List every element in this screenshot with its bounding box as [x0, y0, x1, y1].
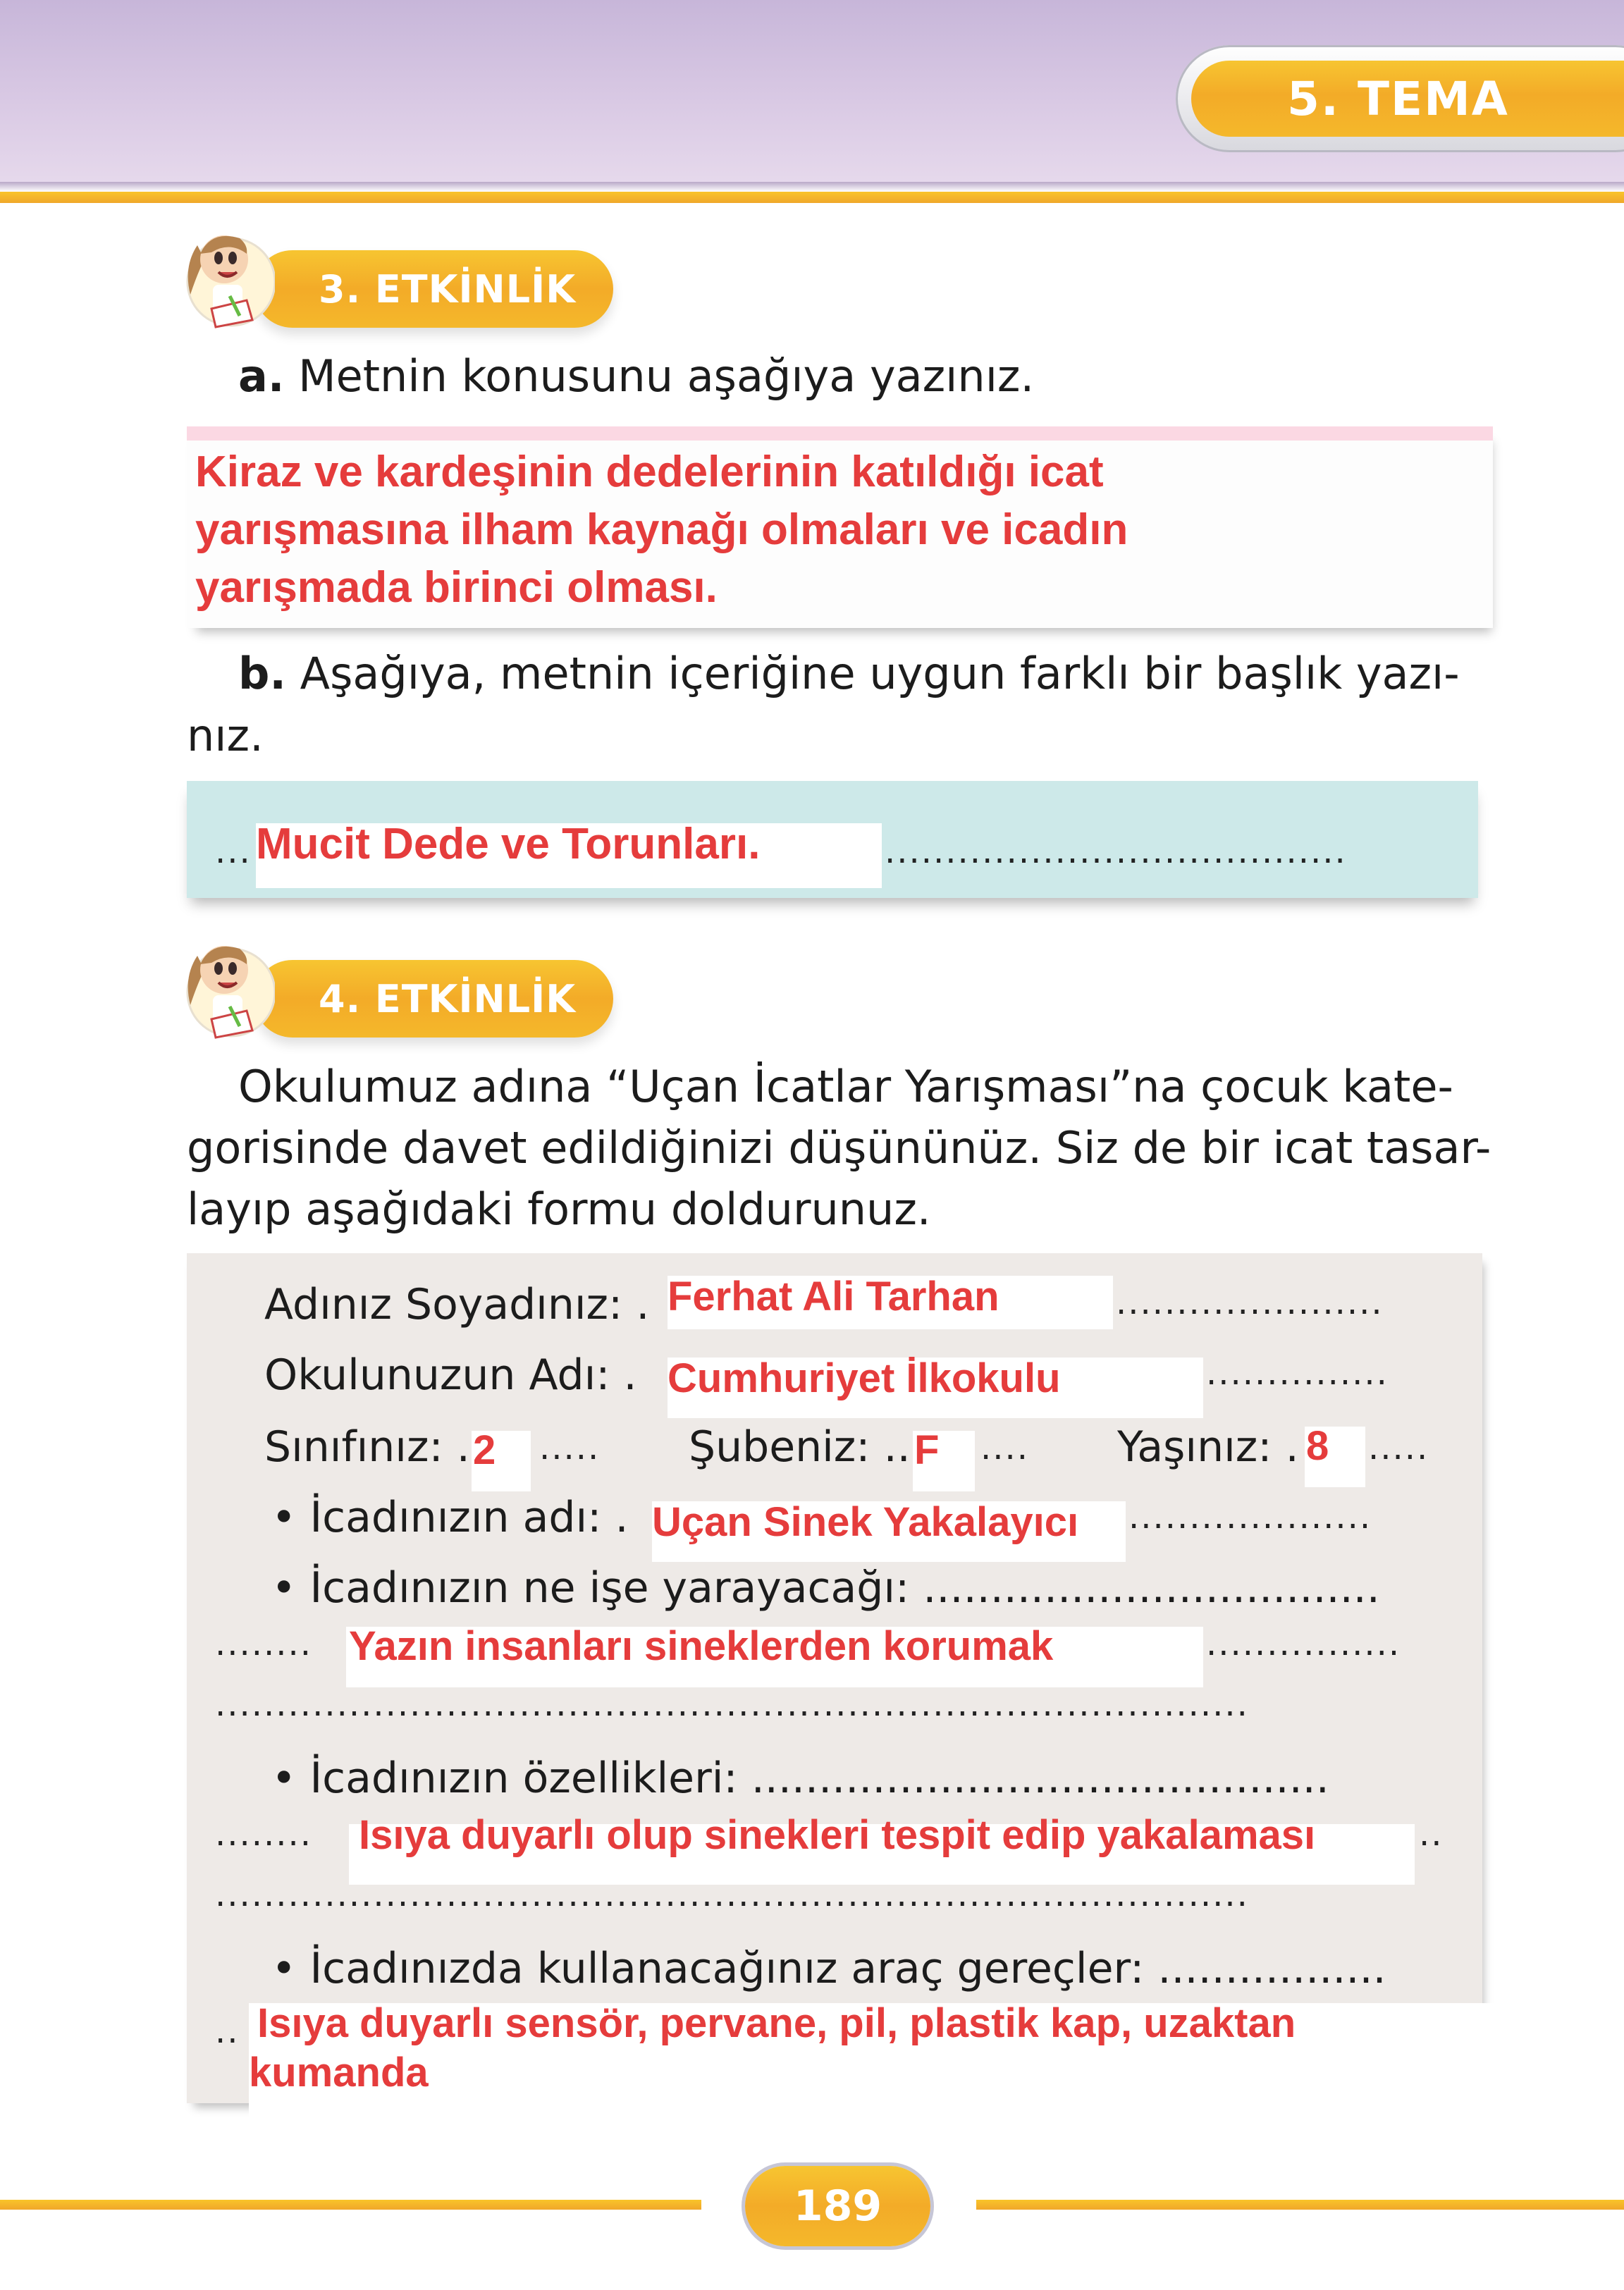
part-a-prompt-text: Metnin konusunu aşağıya yazınız. [298, 350, 1035, 402]
school-field[interactable] [668, 1355, 1203, 1418]
part-b-answer-field[interactable] [256, 820, 882, 888]
part-b-answer-box[interactable] [187, 781, 1478, 898]
class-dots: ..... [539, 1428, 601, 1467]
age-dots: ..... [1368, 1428, 1429, 1467]
footer-rule-left [0, 2200, 701, 2210]
activity4-badge [254, 960, 613, 1038]
part-b-prompt [238, 643, 1460, 705]
invention-name-value: Uçan Sinek Yakalayıcı [652, 1499, 1079, 1545]
part-a-answer [195, 443, 1128, 617]
features-label: • İcadınızın özellikleri: ........................................... [271, 1754, 1329, 1803]
part-a-answer-line: yarışmasına ilham kaynağı olmaları ve icadın [195, 505, 1128, 554]
purpose-dots-left: ........ [215, 1624, 313, 1663]
name-label: Adınız Soyadınız: . [264, 1280, 650, 1329]
header-orange-rule [0, 192, 1624, 203]
invention-name-field[interactable] [652, 1501, 1126, 1562]
girl-mascot-icon [169, 928, 275, 1040]
materials-field[interactable] [249, 2000, 1546, 2129]
footer-rule-right [976, 2200, 1624, 2210]
materials-value-line: Isıya duyarlı sensör, pervane, pil, plastik kap, uzaktan [257, 2000, 1296, 2046]
activity4-instruction-line: gorisinde davet edildiğinizi düşününüz. Siz de bir icat tasar- [187, 1122, 1491, 1174]
header-shadow [0, 182, 1624, 192]
activity3-badge [254, 250, 613, 328]
activity4-instruction-line: layıp aşağıdaki formu doldurunuz. [187, 1183, 931, 1235]
branch-label: Şubeniz: .. [689, 1422, 911, 1472]
activity4-badge-label: 4. ETKİNLİK [319, 976, 577, 1021]
name-dots: ...................... [1116, 1283, 1384, 1322]
activity3-badge-label: 3. ETKİNLİK [319, 266, 577, 312]
activity4-instruction-line: Okulumuz adına “Uçan İcatlar Yarışması”na çocuk kate- [238, 1061, 1453, 1112]
part-a-letter: a. [238, 350, 285, 402]
branch-dots: .... [980, 1428, 1030, 1467]
part-a-answer-box[interactable] [187, 426, 1493, 628]
school-dots: ............... [1206, 1353, 1389, 1393]
part-a-answer-line: Kiraz ve kardeşinin dedelerinin katıldığı icat [195, 448, 1104, 496]
features-dots-right: .. [1419, 1814, 1444, 1854]
part-a-prompt [238, 345, 1034, 407]
branch-value: F [914, 1427, 940, 1473]
class-value: 2 [473, 1427, 496, 1473]
part-b-letter: b. [238, 648, 286, 699]
theme-badge [1191, 61, 1624, 137]
purpose-field[interactable] [346, 1623, 1203, 1687]
features-value: Isıya duyarlı olup sinekleri tespit edip yakalaması [359, 1812, 1316, 1858]
features-dots-left: ........ [215, 1814, 313, 1854]
part-b-prompt-line2: nız. [187, 710, 264, 761]
part-b-dots-left: ... [215, 832, 252, 871]
page-number-badge [745, 2166, 930, 2246]
part-b-prompt-text: Aşağıya, metnin içeriğine uygun farklı bir başlık yazı- [300, 648, 1460, 699]
features-dots-line: ..................................................................................... [215, 1875, 1249, 1914]
materials-value-line: kumanda [249, 2050, 429, 2095]
part-a-pink-strip [187, 426, 1493, 441]
purpose-dots-line: ..................................................................................... [215, 1685, 1249, 1724]
part-b-dots-right: ...................................... [885, 832, 1347, 871]
age-value: 8 [1306, 1423, 1329, 1469]
purpose-label: • İcadınızın ne işe yarayacağı: .................................. [271, 1563, 1380, 1613]
invention-name-dots: .................... [1128, 1497, 1372, 1537]
girl-mascot-icon [169, 217, 275, 330]
invention-name-label: • İcadınızın adı: . [271, 1493, 629, 1542]
age-field[interactable] [1305, 1423, 1365, 1487]
name-field[interactable] [668, 1276, 1113, 1329]
page-number: 189 [793, 2181, 882, 2231]
school-value: Cumhuriyet İlkokulu [668, 1355, 1061, 1401]
age-label: Yaşınız: . [1117, 1422, 1299, 1472]
materials-label: • İcadınızda kullanacağınız araç gereçler: ................. [271, 1944, 1386, 1993]
theme-badge-label: 5. TEMA [1287, 71, 1509, 126]
purpose-value: Yazın insanları sineklerden korumak [349, 1623, 1054, 1669]
invention-form [187, 1253, 1482, 2103]
part-a-answer-line: yarışmada birinci olması. [195, 563, 718, 612]
school-label: Okulunuzun Adı: . [264, 1350, 637, 1400]
branch-field[interactable] [913, 1427, 975, 1491]
materials-value [249, 1999, 1296, 2098]
class-field[interactable] [472, 1427, 531, 1491]
name-value: Ferhat Ali Tarhan [668, 1274, 999, 1319]
part-b-answer: Mucit Dede ve Torunları. [256, 820, 761, 868]
class-label: Sınıfınız: . [264, 1422, 470, 1472]
purpose-dots-right: ................ [1206, 1624, 1401, 1663]
materials-dots-left: .. [215, 2012, 240, 2051]
